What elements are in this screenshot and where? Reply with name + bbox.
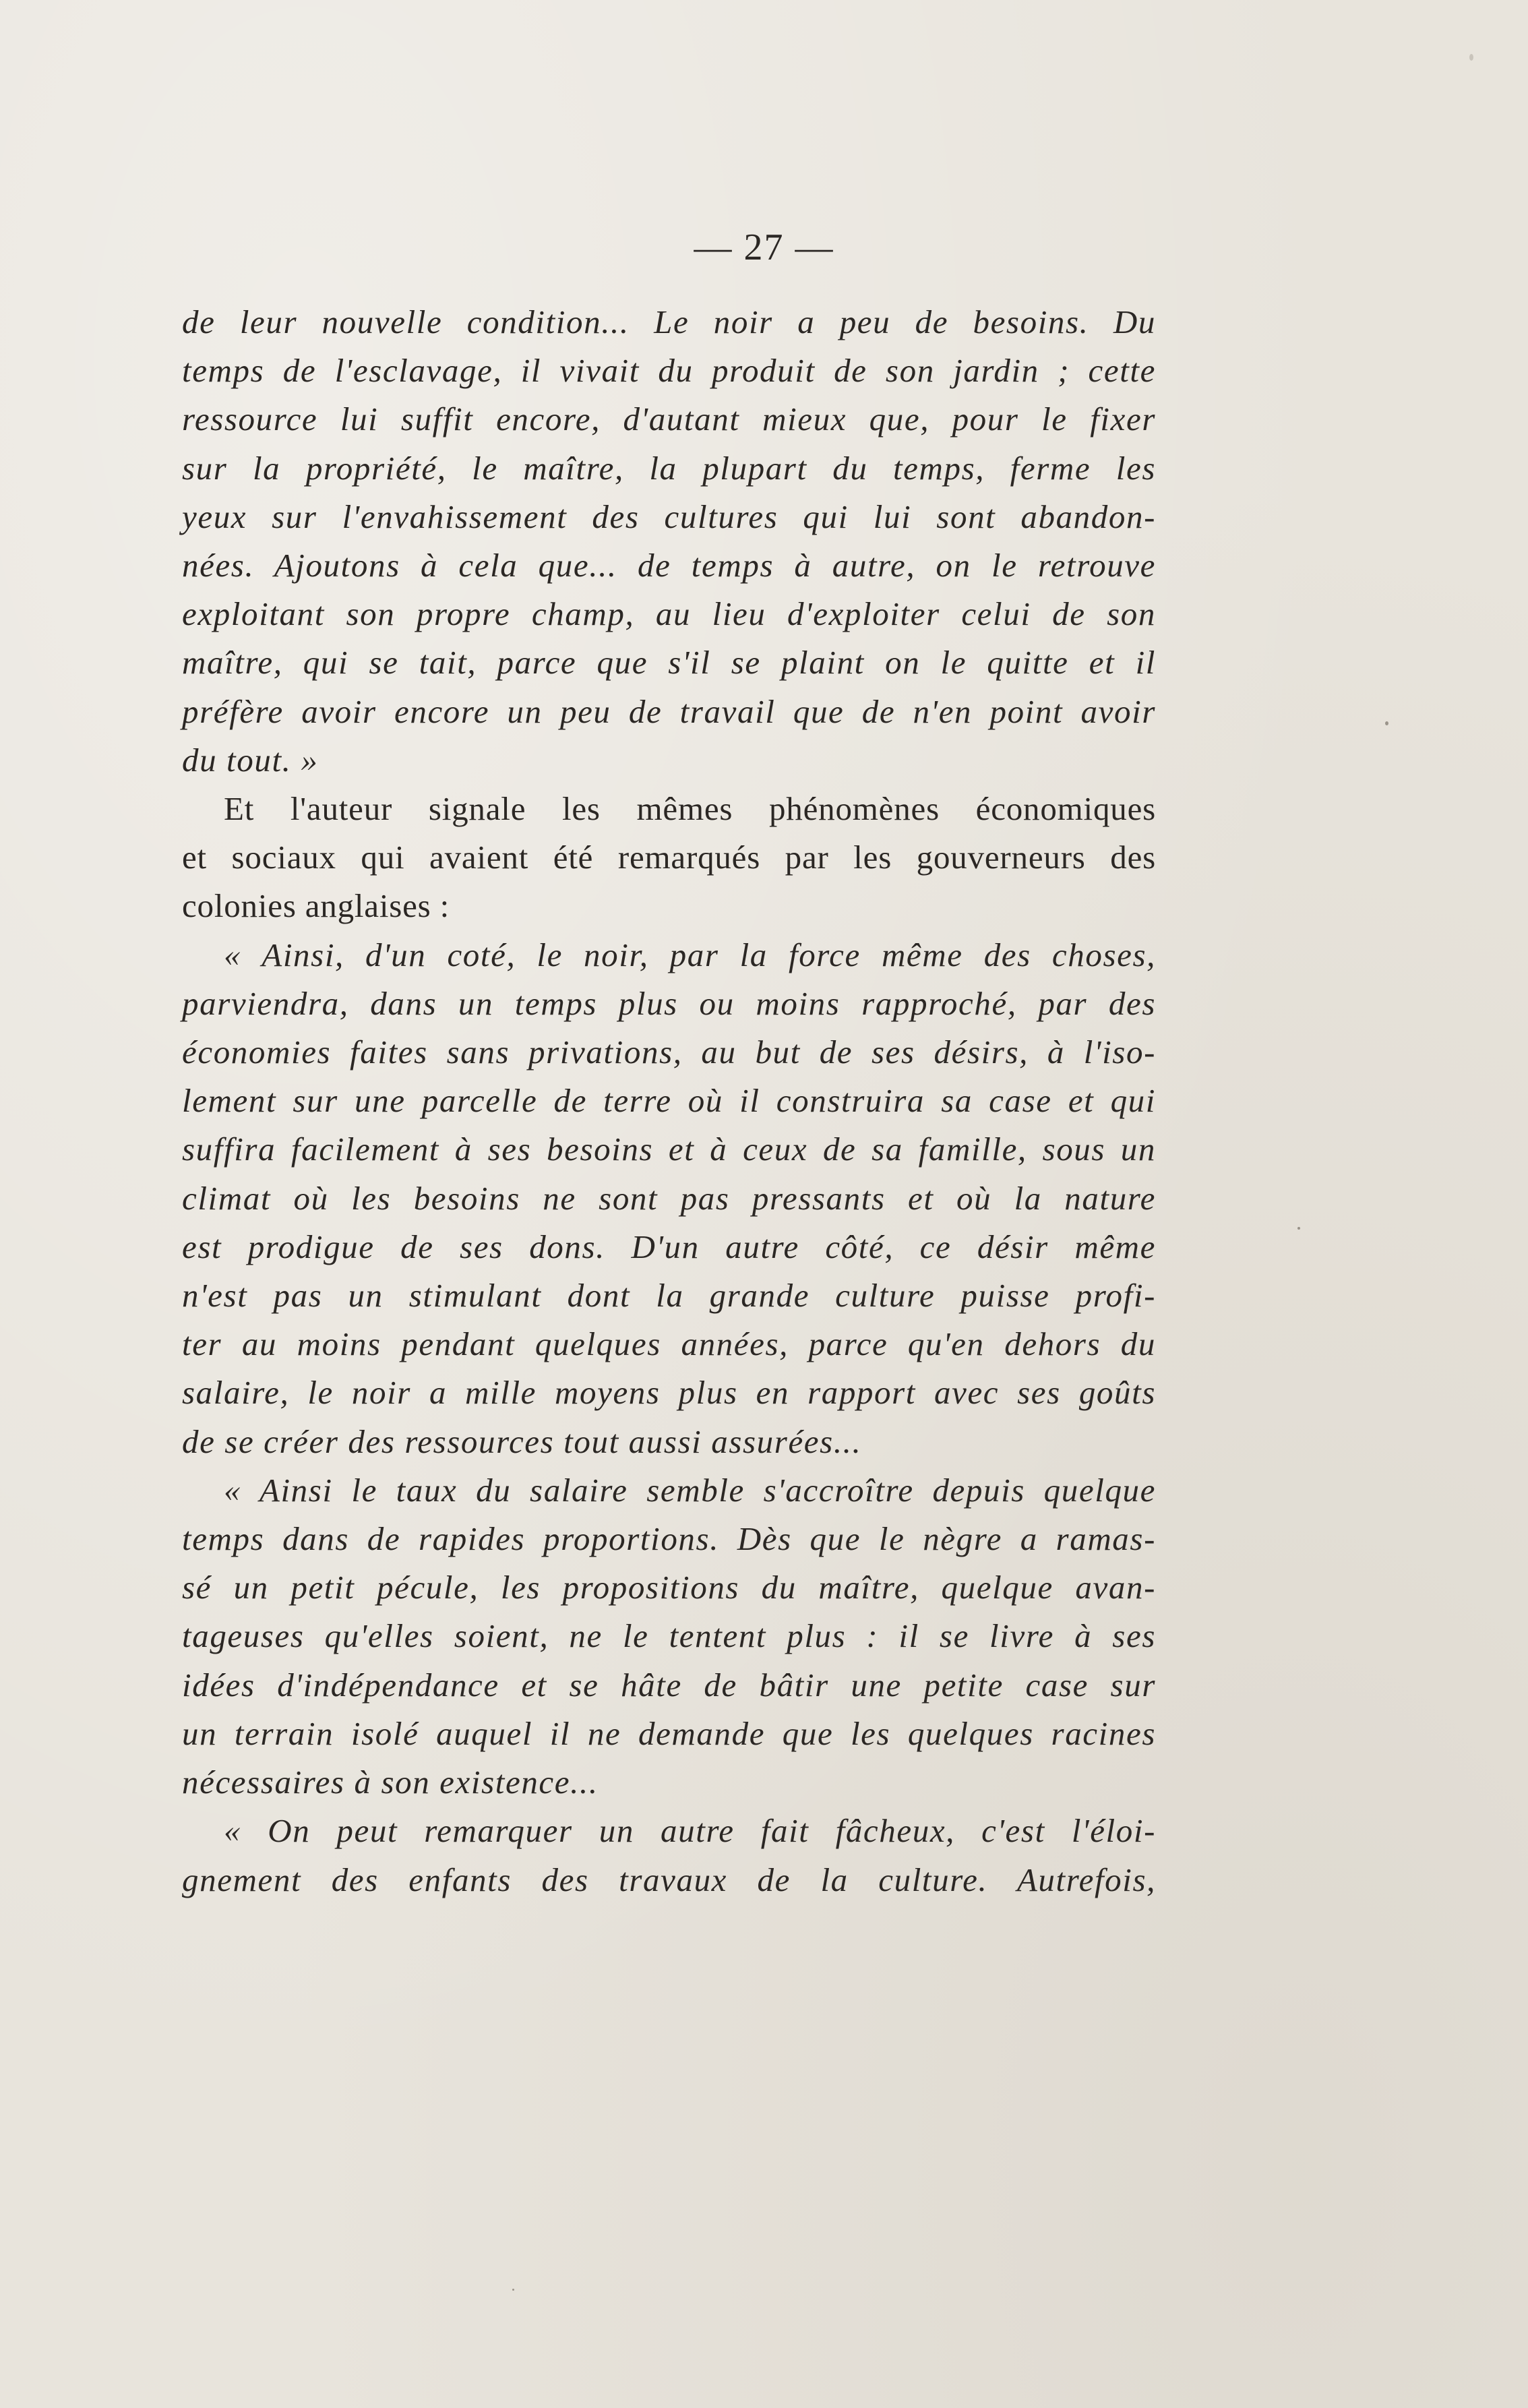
text-line: de se créer des ressources tout aussi assurées... xyxy=(182,1422,862,1460)
text-line: lement sur une parcelle de terre où il construira sa case et qui xyxy=(182,1082,1156,1120)
text-line: un terrain isolé auquel il ne demande que les quelques racines xyxy=(182,1714,1156,1752)
text-line: colonies anglaises : xyxy=(182,887,450,925)
paragraph-quote-3 xyxy=(182,1807,1156,1904)
page-number: — 27 — xyxy=(694,227,834,268)
text-line: sé un petit pécule, les propositions du maître, quelque avan- xyxy=(182,1569,1156,1606)
text-line: préfère avoir encore un peu de travail que de n'en point avoir xyxy=(182,692,1156,730)
text-line: ressource lui suffit encore, d'autant mieux que, pour le fixer xyxy=(182,400,1156,438)
text-line: temps de l'esclavage, il vivait du produit de son jardin ; cette xyxy=(182,352,1156,390)
text-line: maître, qui se tait, parce que s'il se plaint on le quitte et il xyxy=(182,644,1156,682)
text-line: économies faites sans privations, au but de ses désirs, à l'iso- xyxy=(182,1033,1156,1071)
text-line: « Ainsi le taux du salaire semble s'accroître depuis quelque xyxy=(224,1471,1156,1509)
paragraph-quote-1 xyxy=(182,931,1156,1466)
scan-speck xyxy=(1297,1227,1300,1230)
scan-speck xyxy=(1469,54,1473,61)
text-line: Et l'auteur signale les mêmes phénomènes économiques xyxy=(224,790,1156,828)
text-line: salaire, le noir a mille moyens plus en rapport avec ses goûts xyxy=(182,1374,1156,1412)
text-line: gnement des enfants des travaux de la culture. Autrefois, xyxy=(182,1861,1156,1898)
scan-speck xyxy=(1385,721,1388,725)
text-line: temps dans de rapides proportions. Dès que le nègre a ramas- xyxy=(182,1520,1156,1558)
text-line: « Ainsi, d'un coté, le noir, par la force même des choses, xyxy=(224,936,1156,973)
text-line: parviendra, dans un temps plus ou moins rapproché, par des xyxy=(182,984,1156,1022)
text-line: yeux sur l'envahissement des cultures qui lui sont abandon- xyxy=(182,498,1156,535)
text-line: n'est pas un stimulant dont la grande culture puisse profi- xyxy=(182,1277,1156,1315)
text-line: et sociaux qui avaient été remarqués par les gouverneurs des xyxy=(182,839,1156,876)
text-line: climat où les besoins ne sont pas pressants et où la nature xyxy=(182,1179,1156,1217)
text-line: idées d'indépendance et se hâte de bâtir une petite case sur xyxy=(182,1666,1156,1704)
paragraph-author-commentary xyxy=(182,785,1156,931)
text-line: sur la propriété, le maître, la plupart du temps, ferme les xyxy=(182,449,1156,487)
text-line: tageuses qu'elles soient, ne le tentent plus : il se livre à ses xyxy=(182,1617,1156,1655)
text-line: « On peut remarquer un autre fait fâcheux, c'est l'éloi- xyxy=(224,1812,1156,1850)
text-line: du tout. » xyxy=(182,741,319,779)
text-line: nécessaires à son existence... xyxy=(182,1764,599,1801)
text-line: de leur nouvelle condition... Le noir a peu de besoins. Du xyxy=(182,303,1156,340)
text-line: ter au moins pendant quelques années, parce qu'en dehors du xyxy=(182,1325,1156,1363)
text-line: suffira facilement à ses besoins et à ceux de sa famille, sous un xyxy=(182,1131,1156,1168)
paragraph-quote-2 xyxy=(182,1466,1156,1807)
text-line: nées. Ajoutons à cela que... de temps à autre, on le retrouve xyxy=(182,547,1156,584)
text-line: exploitant son propre champ, au lieu d'exploiter celui de son xyxy=(182,595,1156,633)
paragraph-quote-continuation xyxy=(182,298,1156,785)
text-line: est prodigue de ses dons. D'un autre côté, ce désir même xyxy=(182,1228,1156,1265)
body-text xyxy=(182,298,1156,1904)
scan-speck xyxy=(512,2289,514,2291)
